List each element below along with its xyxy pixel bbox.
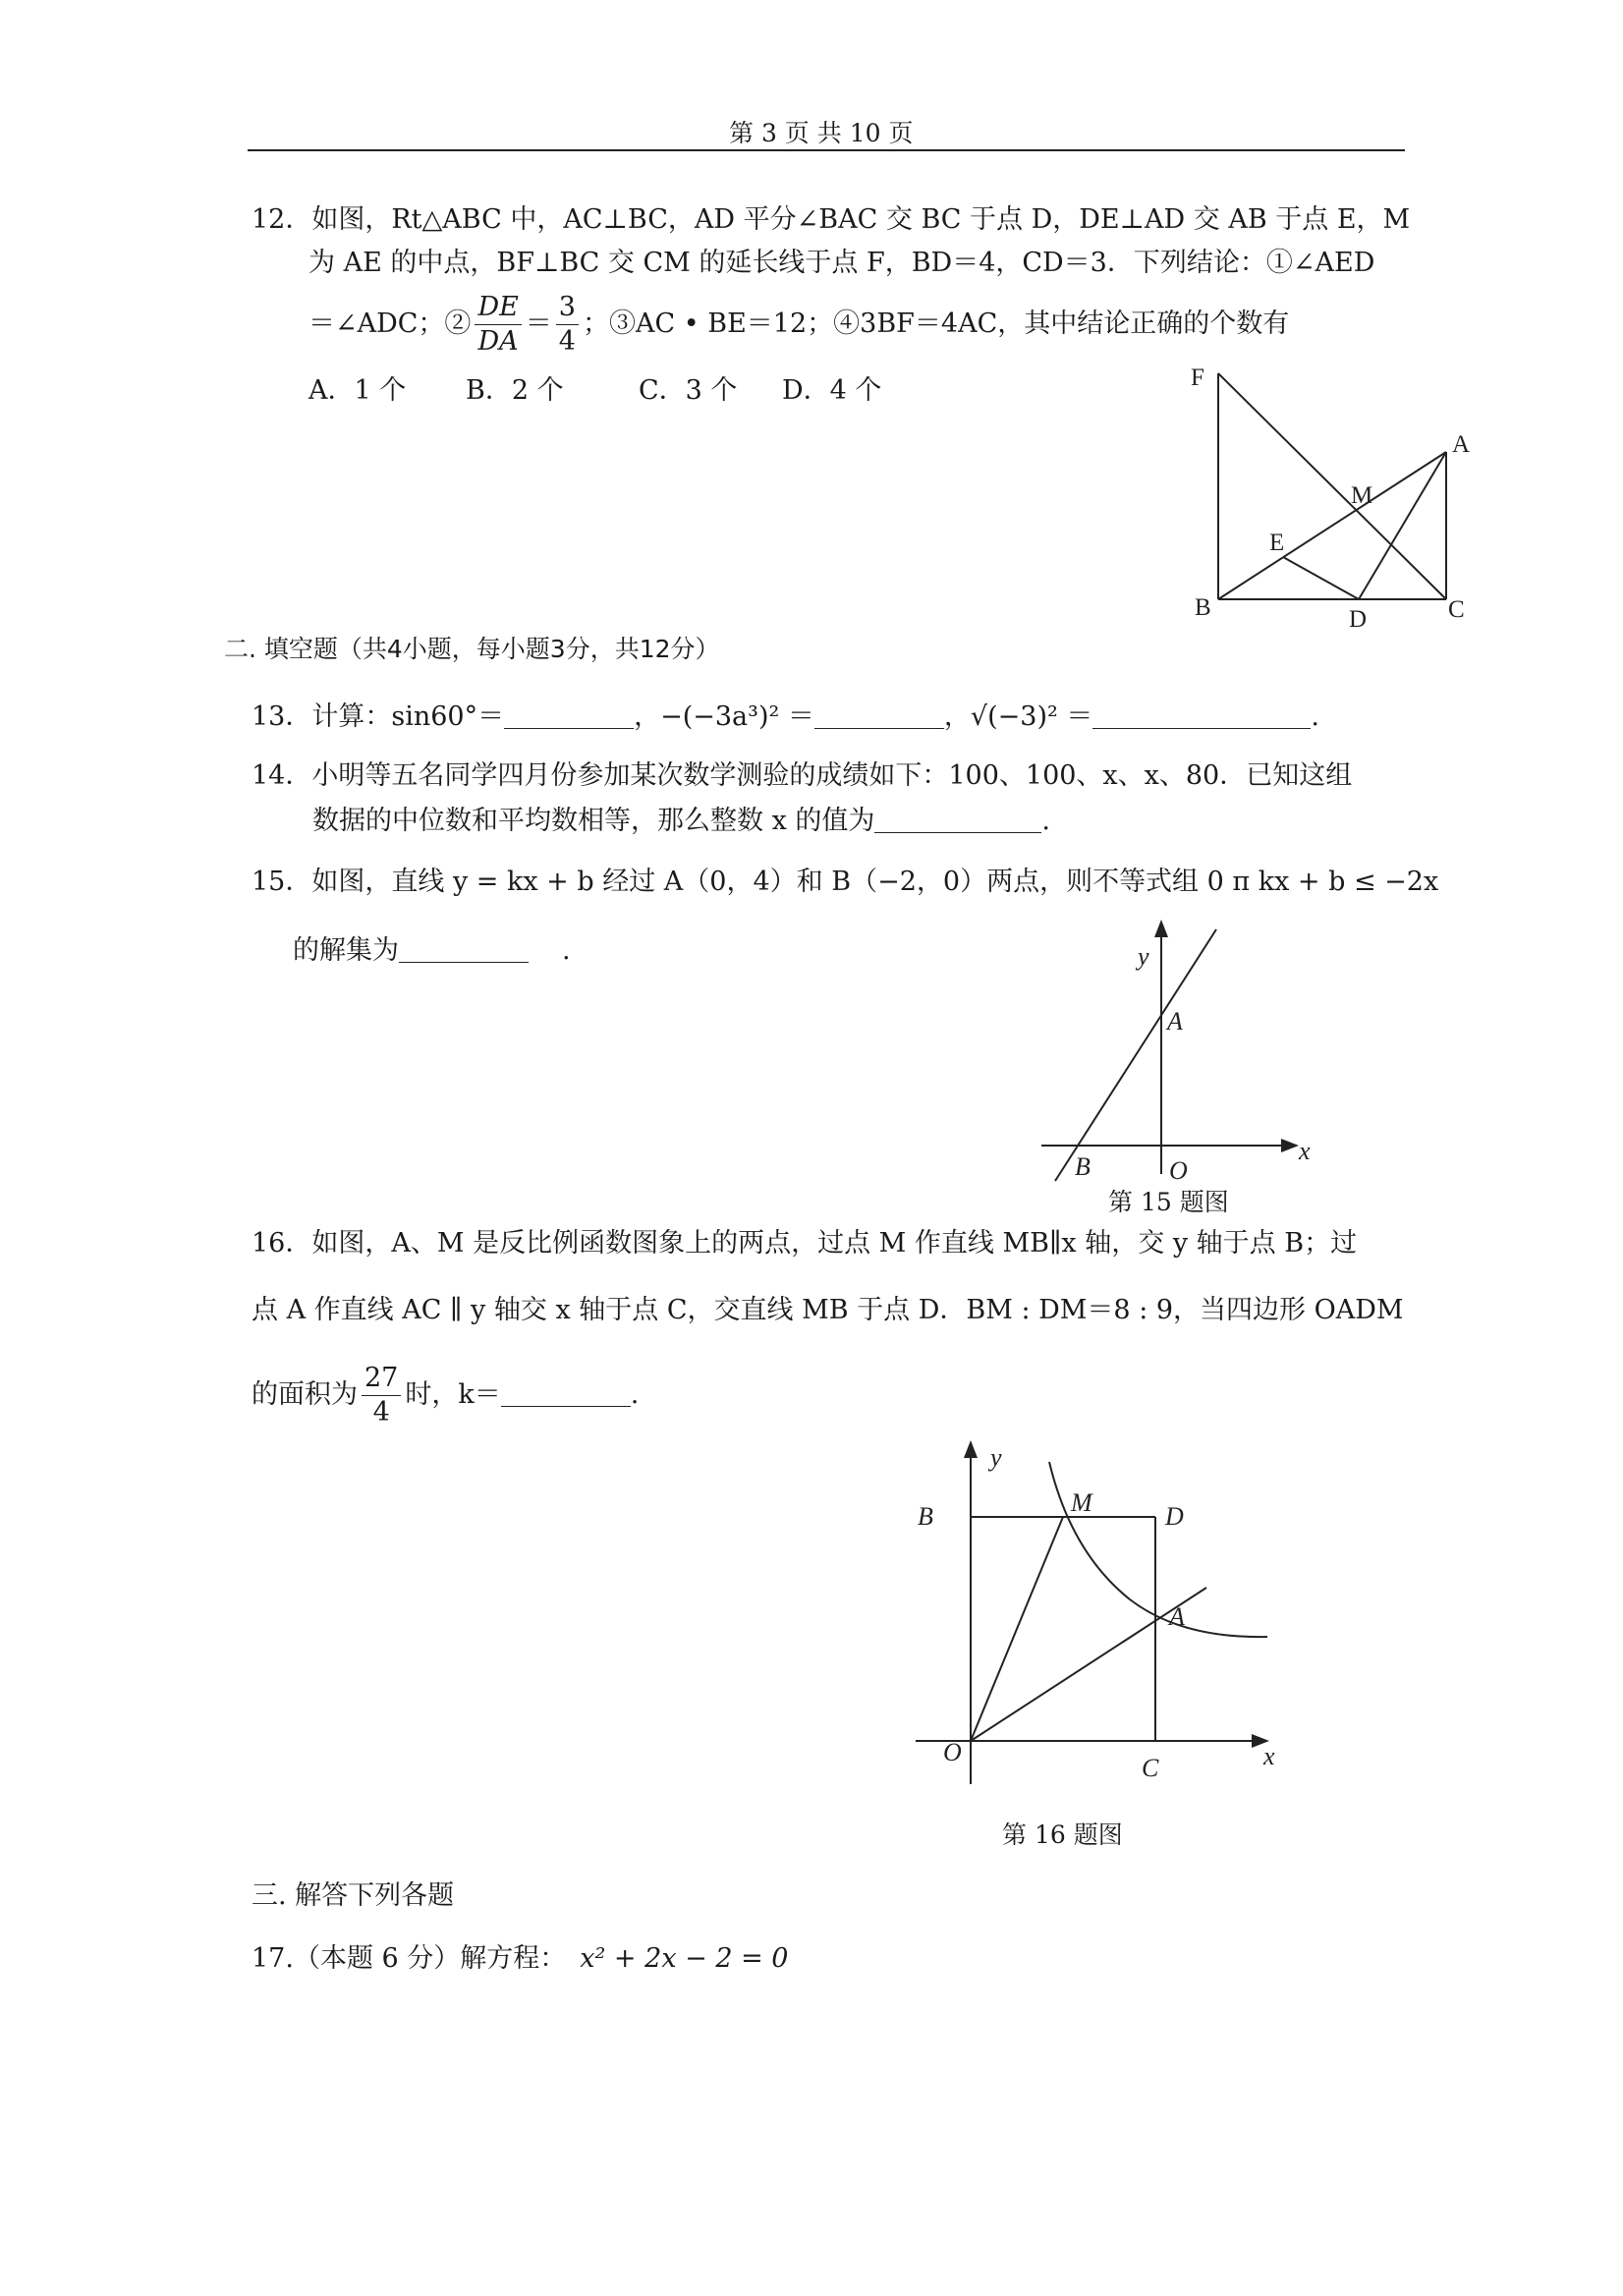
page-header: 第 3 页 共 10 页 — [729, 119, 914, 147]
q13-blank-1[interactable] — [504, 702, 634, 729]
label-b: B — [1075, 1152, 1091, 1181]
q16-caption: 第 16 题图 — [1002, 1820, 1123, 1849]
fraction-numerator: 27 — [362, 1362, 401, 1396]
q15-figure — [1022, 914, 1326, 1218]
label-a: A — [1169, 1602, 1185, 1631]
label-m: M — [1351, 482, 1373, 509]
q12-fraction-3-4 — [556, 291, 579, 359]
q13-end: . — [1311, 701, 1319, 732]
q12-line3 — [308, 291, 1289, 359]
q12-line3-end: ；③AC • BE＝12；④3BF＝4AC，其中结论正确的个数有 — [582, 308, 1290, 339]
label-m: M — [1071, 1488, 1092, 1517]
q15-line2-text: 的解集为 — [293, 935, 399, 966]
section-2-title: 二. 填空题（共4小题，每小题3分，共12分） — [224, 635, 720, 663]
q12-option-c: C．3 个 — [639, 375, 738, 406]
label-b: B — [918, 1502, 933, 1531]
label-d: D — [1349, 606, 1368, 633]
q16-fraction-27-4 — [362, 1362, 401, 1429]
section-3-title: 三. 解答下列各题 — [252, 1880, 455, 1911]
label-c: C — [1448, 596, 1465, 623]
label-d: D — [1165, 1502, 1184, 1531]
q16-line2: 点 A 作直线 AC ∥ y 轴交 x 轴于点 C，交直线 MB 于点 D．BM : DM＝8 : 9，当四边形 OADM — [252, 1295, 1404, 1325]
label-o: O — [1169, 1156, 1188, 1185]
fraction-numerator: DE — [475, 291, 521, 325]
q15-caption: 第 15 题图 — [1108, 1188, 1229, 1216]
q17-equation: x² + 2x − 2 = 0 — [580, 1943, 789, 1974]
q15-end: . — [562, 935, 571, 966]
segment-ab — [1218, 452, 1446, 599]
q16-line1: 16．如图，A、M 是反比例函数图象上的两点，过点 M 作直线 MB∥x 轴，交 y 轴于点 B；过 — [252, 1228, 1358, 1259]
q17-text: 17.（本题 6 分）解方程： — [252, 1943, 567, 1974]
q12-option-d: D．4 个 — [782, 375, 882, 406]
q12-option-a: A．1 个 — [308, 375, 407, 406]
q13-part3: ，√(−3)² ＝ — [943, 701, 1093, 732]
q12-fraction-de-da — [475, 291, 521, 359]
q14-end: . — [1041, 806, 1050, 836]
q12-line1: 12．如图，Rt△ABC 中，AC⊥BC，AD 平分∠BAC 交 BC 于点 D，DE⊥AD 交 AB 于点 E，M — [252, 204, 1411, 235]
label-f: F — [1191, 364, 1204, 391]
q16-line3-mid: 时，k＝ — [405, 1379, 501, 1410]
q12-line3-start: ＝∠ADC；② — [308, 308, 472, 339]
label-x: x — [1263, 1742, 1275, 1770]
label-x: x — [1299, 1137, 1311, 1165]
segment-de — [1283, 557, 1359, 599]
label-y: y — [1138, 942, 1149, 971]
segment-fc — [1218, 373, 1446, 599]
q17-line — [252, 1941, 788, 1977]
q12-equals: ＝ — [525, 308, 552, 339]
fraction-denominator: DA — [477, 326, 519, 357]
q12-option-b: B．2 个 — [466, 375, 564, 406]
fraction-denominator: 4 — [558, 326, 576, 357]
line-y-kx-b — [1055, 929, 1216, 1181]
segment-om — [971, 1517, 1063, 1741]
q12-figure — [1169, 354, 1483, 639]
q16-line3-start: 的面积为 — [252, 1379, 358, 1410]
x-axis-arrow — [1281, 1139, 1299, 1152]
q14-blank[interactable] — [874, 807, 1041, 833]
q13-part2: ，−(−3a³)² ＝ — [634, 701, 814, 732]
label-e: E — [1269, 530, 1285, 556]
q14-line2 — [312, 804, 1050, 839]
q13-blank-3[interactable] — [1092, 702, 1311, 729]
label-a: A — [1167, 1007, 1183, 1036]
q15-line2 — [293, 933, 571, 969]
q16-figure — [904, 1434, 1297, 1798]
label-y: y — [990, 1443, 1002, 1472]
q13-blank-2[interactable] — [814, 702, 944, 729]
fraction-numerator: 3 — [556, 291, 579, 325]
label-o: O — [943, 1738, 962, 1766]
fraction-denominator: 4 — [372, 1397, 390, 1428]
y-axis-arrow — [1154, 920, 1168, 937]
q14-line1: 14．小明等五名同学四月份参加某次数学测验的成绩如下：100、100、x、x、80．已知这组 — [252, 760, 1353, 791]
q15-line1: 15．如图，直线 y = kx + b 经过 A（0，4）和 B（−2，0）两点，则不等式组 0 π kx + b ≤ −2x — [252, 867, 1439, 897]
label-a: A — [1452, 431, 1471, 458]
q16-line3 — [252, 1362, 639, 1429]
label-c: C — [1142, 1754, 1159, 1782]
header-rule — [248, 149, 1405, 151]
q12-line2: 为 AE 的中点，BF⊥BC 交 CM 的延长线于点 F，BD＝4，CD＝3．下列结论：①∠AED — [308, 248, 1375, 278]
q14-line2-text: 数据的中位数和平均数相等，那么整数 x 的值为 — [312, 806, 875, 836]
q16-end: . — [630, 1379, 640, 1410]
q13-line — [252, 700, 1319, 735]
label-b: B — [1195, 594, 1211, 621]
q16-blank[interactable] — [501, 1380, 631, 1407]
q15-blank[interactable] — [399, 936, 529, 963]
q13-prefix: 13．计算：sin60°＝ — [252, 701, 505, 732]
y-axis-arrow — [964, 1440, 978, 1458]
